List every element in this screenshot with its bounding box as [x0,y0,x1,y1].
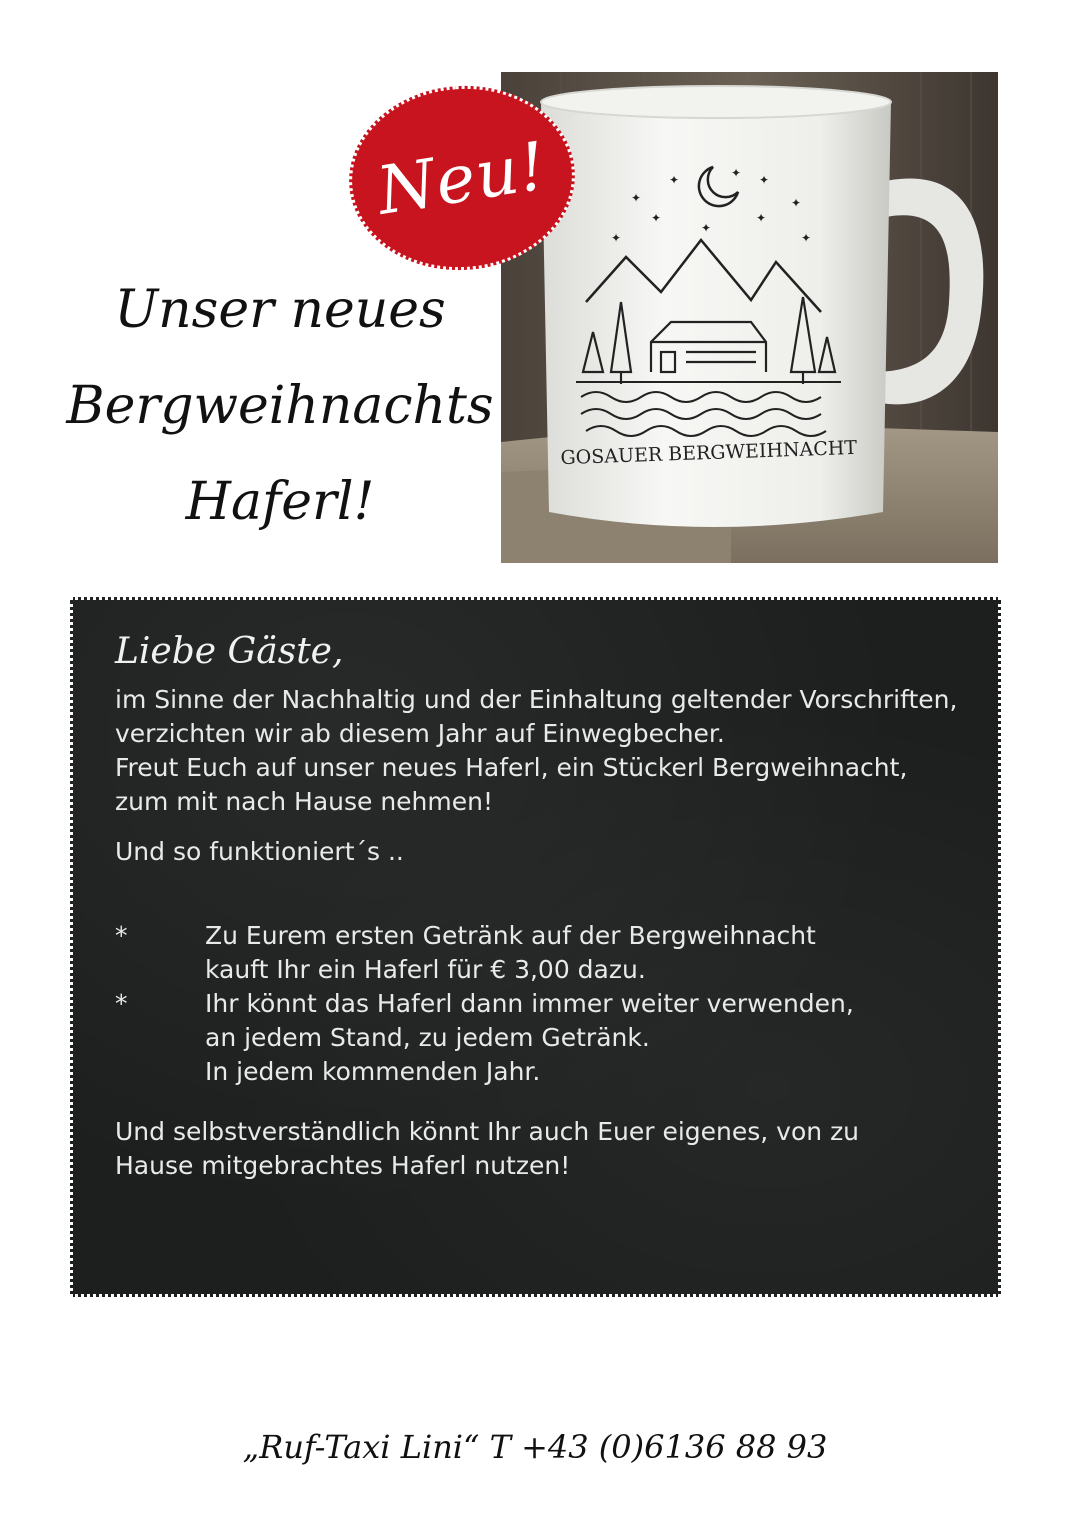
mug-print-text: GOSAUER BERGWEIHNACHT [560,436,858,470]
headline-line-2: Bergweihnachts [66,376,494,436]
bullet-line: Ihr könnt das Haferl dann immer weiter verwenden, [205,989,854,1018]
svg-text:✦: ✦ [791,196,802,210]
headline-line-3: Haferl! [185,472,375,532]
bullet-line: kauft Ihr ein Haferl für € 3,00 dazu. [205,955,646,984]
bullet-marker: * [115,921,128,950]
svg-text:✦: ✦ [701,221,712,235]
bullet-line: Zu Eurem ersten Getränk auf der Bergweihnacht [205,921,816,950]
greeting: Liebe Gäste, [115,631,344,672]
taxi-contact: „Ruf-Taxi Lini“ T +43 (0)6136 88 93 [242,1428,828,1466]
intro-line: zum mit nach Hause nehmen! [115,787,494,816]
svg-text:✦: ✦ [611,231,622,245]
new-badge-text: Neu! [372,126,552,230]
closing-line: Hause mitgebrachtes Haferl nutzen! [115,1151,571,1180]
svg-text:✦: ✦ [631,191,642,205]
intro-line: im Sinne der Nachhaltig und der Einhaltung geltender Vorschriften, [115,685,958,714]
svg-text:✦: ✦ [651,211,662,225]
how-it-works: Und so funktioniert´s .. [115,837,404,866]
svg-text:✦: ✦ [801,231,812,245]
bullet-line: In jedem kommenden Jahr. [205,1057,541,1086]
bullet-item [115,987,971,1089]
headline [40,262,520,550]
svg-text:✦: ✦ [731,166,742,180]
svg-text:✦: ✦ [759,173,770,187]
bullet-line: an jedem Stand, zu jedem Getränk. [205,1023,650,1052]
bullet-marker: * [115,989,128,1018]
bullet-item [115,919,971,987]
chalkboard-panel [70,597,1001,1297]
intro-line: Freut Euch auf unser neues Haferl, ein Stückerl Bergweihnacht, [115,753,908,782]
mug-photo [501,72,998,563]
svg-text:✦: ✦ [756,211,767,225]
headline-line-1: Unser neues [114,280,446,340]
intro-line: verzichten wir ab diesem Jahr auf Einwegbecher. [115,719,725,748]
mug-illustration [501,72,998,563]
closing-line: Und selbstverständlich könnt Ihr auch Euer eigenes, von zu [115,1117,860,1146]
svg-text:✦: ✦ [669,173,680,187]
